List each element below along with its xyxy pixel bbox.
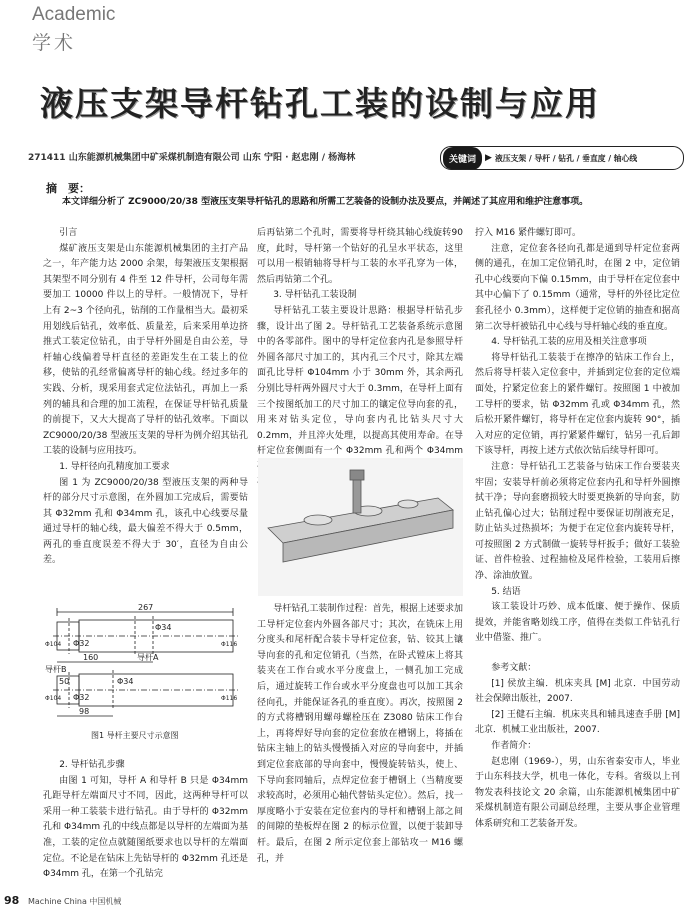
column-3	[475, 226, 680, 833]
column-2-continuation: 后再钻第二个孔时，需要将导杆绕其轴心线旋转90度，此时，导杆第一个钻好的孔呈水平状态，这里可以用一根销轴将导杆与工装的水平孔穿为一体，然后再钻第二个孔。	[257, 228, 463, 285]
column-2-lower	[257, 602, 463, 867]
column-1	[43, 226, 248, 569]
dim-phi116-b: Φ116	[221, 695, 238, 702]
section-3-heading: 3. 导杆钻孔工装设制	[273, 290, 357, 301]
usage-note: 注意：导杆钻孔工艺装备与钻床工作台要装夹牢固；安装导杆前必须将定位套内孔和导杆外圆擦拭干净；导向套磨损较大时要更换新的导向套，防止钻孔偏心过大；钻削过程中要保证切削液充足，防止钻头过热损坏；为便于在定位套内旋转导杆，可按照图 2 方式制做一旋转导杆扳手；做好工装验证、首件检验、过程抽检及尾件检验，工装用后擦净、涂油放置。	[475, 461, 680, 582]
tool-making-process: 导杆钻孔工装制作过程：首先，根据上述要求加工导杆定位套内外圆各部尺寸；其次，在铣床上用分度头和尾杆配合装卡导杆定位套，钻、铰其上镶导向套的孔和定位销孔（当然，在卧式镗床上将其装夹在工作台或水平分度盘上，一侧孔加工完成后，通过旋转工作台或水平分度盘也可以加工其余径向孔，并能保证各孔的垂直度）。再次，按照图 2 的方式将槽钢用螺母螺栓压在 Z3080 钻床工作台上，再将焊好导向套的定位套放在槽钢上，将插在钻床主轴上的钻头慢慢插入对应的导向套中，并插到定位套底部的导向套中，慢慢旋转钻头，使上、下导向套同轴后，点焊定位套于槽钢上（当精度要求较高时，必须用心轴代替钻头定位）。然后，找一厚度略小于安装在定位套内的导杆和槽钢上部之间的间隙的垫板焊在图 2 的标示位置，以便于装卸导杆。最后，在图 2 所示定位套上部钻攻一 M16 螺孔，并	[257, 604, 463, 864]
column-2	[257, 226, 463, 491]
dim-phi34-a: Φ34	[155, 623, 172, 632]
reference-2: [2] 王健石主编．机床夹具和辅具速查手册 [M] 北京．机械工业出版社，2007.	[475, 709, 680, 736]
reference-1: [1] 侯放主编．机床夹具 [M] 北京．中国劳动社会保障出版社，2007.	[475, 678, 680, 705]
dim-phi32-a: Φ32	[73, 639, 90, 648]
dim-phi104-b: Φ104	[45, 695, 62, 702]
column-1-lower	[43, 758, 248, 883]
section-label-en: Academic	[32, 4, 116, 25]
dim-phi32-b: Φ32	[73, 693, 90, 702]
dim-98: 98	[79, 707, 90, 716]
keywords-box	[440, 146, 684, 170]
keywords-text: 液压支架 / 导杆 / 钻孔 / 垂直度 / 轴心线	[494, 153, 638, 163]
arrow-right-icon: ▶	[485, 153, 492, 163]
dim-phi104-a: Φ104	[45, 641, 62, 648]
dim-phi34-b: Φ34	[117, 677, 134, 686]
intro-heading: 引言	[59, 228, 78, 238]
label-rod-a: 导杆A	[137, 653, 159, 662]
intro-paragraph: 煤矿液压支架是山东能源机械集团的主打产品之一，年产能力达 2000 余架，每架液压支架根据其架型不同分别有 4 件至 12 件导杆，公司每年需要加工 10000 件以上的导杆。一般情况下，导杆上有 2~3 个径向孔，钻削的工作量相当大。最初采用划线后钻孔，效率低、质量差，后来采用单边挤推式工装定位钻孔，由于导杆外圆是自由公差，导杆轴心线偏着导杆直径的差距发生在工装上的位移，使钻的孔经常偏离导杆的轴心线。经过多年的实践、分析，现采用套式定位法钻孔，再加上一系列的辅具和合理的加工流程，在保证导杆钻孔质量的前提下，又大大提高了导杆的钻孔效率。下面以 ZC9000/20/38 型液压支架的导杆为例介绍其钻孔工装的设制与应用技巧。	[43, 243, 248, 457]
author-line: 271411 山东能源机械集团中矿采煤机制造有限公司 山东 宁阳 · 赵忠刚 / 杨海林	[28, 153, 356, 163]
magazine-name: Machine China 中国机械	[28, 897, 122, 906]
article-title: 液压支架导杆钻孔工装的设制与应用	[40, 84, 600, 123]
section-2-text: 由图 1 可知，导杆 A 和导杆 B 只是 Φ34mm 孔距导杆左端面尺寸不同，因此，这两种导杆可以采用一种工装装卡进行钻孔。由于导杆的 Φ32mm 孔和 Φ34mm 孔的中线点都是以导杆的左端面为基准，工装的定位点就随图纸要求也以导杆的左端面定位。不论是在钻床上先钻导杆的 Φ32mm 孔还是 Φ34mm 孔，在第一个孔钻完	[43, 775, 248, 880]
dim-160: 160	[83, 653, 99, 662]
figure-1-drawing	[43, 600, 248, 750]
references-heading: 参考文献：	[491, 663, 537, 674]
dim-267: 267	[138, 603, 154, 612]
section-1-text: 图 1 为 ZC9000/20/38 型液压支架的两种导杆的部分尺寸示意图，在外圆加工完成后，需要钻其 Φ32mm 孔和 Φ34mm 孔，该孔中心线要尽量通过导杆的轴心线，最大偏差不得大于 0.5mm，两孔的垂直度误差不得大于 30′，直径为自由公差。	[43, 477, 248, 566]
section-3-text: 导杆钻孔工装主要设计思路：根据导杆钻孔步骤，设计出了图 2。导杆钻孔工艺装备系统示意图中的各零部件。图中的导杆定位套内孔是参照导杆外圆各部尺寸加工的，其内孔三个尺寸，除其左端面孔比导杆 Φ104mm 小于 30mm 外，其余两孔分别比导杆两外圆尺寸大于 0.3mm，在导杆上面有三个按图纸加工的尺寸加工的镶定位导向套的孔，用来对钻头定位，导向套内孔比钻头尺寸大 0.2mm，并且淬火处理，以提高其使用寿命。在导杆定位套侧面有一个 Φ32mm 孔和两个 Φ34mm	[257, 305, 463, 457]
section-5-text: 该工装设计巧妙、成本低廉、便于操作、保质提效，并能省略划线工序，值得在类似工件钻孔行业中借鉴、推广。	[475, 602, 680, 644]
section-4-heading: 4. 导杆钻孔工装的应用及相关注意事项	[491, 337, 647, 348]
section-4-text: 将导杆钻孔工装装于在擦净的钻床工作台上，然后将导杆装入定位套中，并插到定位套的定位端面处，拧紧定位套上的紧件螺钉。按照图 1 中被加工导杆的要求，钻 Φ32mm 孔或 Φ34mm 孔，然后松开紧件螺钉，将导杆在定位套内旋转 90°，插入对应的定位销，再拧紧紧件螺钉，钻另一孔后卸下该导杆，再按上述方式依次钻后续导杆即可。	[475, 352, 680, 457]
author-bio: 赵忠刚（1969-），男，山东省泰安市人，毕业于山东科技大学，机电一体化，专科。省级以上刊物发表科技论文 20 余篇，山东能源机械集团中矿采煤机制造有限公司副总经理，主要从事企业管理体系研究和工艺装备开发。	[475, 756, 680, 829]
figure-1-caption: 图1 导杆主要尺寸示意图	[91, 731, 179, 740]
label-rod-b: 导杆B	[45, 665, 67, 674]
page-number: 98	[4, 894, 20, 907]
figure-2-photo	[258, 458, 463, 596]
abstract-label: 摘 要：	[46, 182, 90, 195]
column-3-continuation: 拧入 M16 紧件螺钉即可。	[475, 228, 581, 238]
author-bio-heading: 作者简介：	[491, 741, 537, 751]
dim-50: 50	[59, 677, 70, 686]
keywords-label: 关键词	[443, 147, 482, 170]
section-1-heading: 1. 导杆径向孔精度加工要求	[59, 461, 170, 472]
locating-note: 注意，定位套各径向孔都是通到导杆定位套两侧的通孔，在加工定位销孔时，在图 2 中，定位销孔中心线要向下偏 0.15mm，由于导杆在定位套中其中心偏下了 0.15mm（通常，导杆的外径比定位套孔径小 0.3mm），这样便于定位销的抽查和据高第二次导杆被钻孔中心线与导杆轴心线的垂直度。	[475, 243, 680, 332]
section-2-heading: 2. 导杆钻孔步骤	[59, 760, 125, 770]
section-5-heading: 5. 结语	[491, 586, 521, 597]
section-label-zh: 学术	[32, 32, 77, 54]
dim-phi116-a: Φ116	[221, 641, 238, 648]
abstract-text: 本文详细分析了 ZC9000/20/38 型液压支架导杆钻孔的思路和所需工艺装备的设制办法及要点，并阐述了其应用和维护注意事项。	[62, 197, 589, 207]
